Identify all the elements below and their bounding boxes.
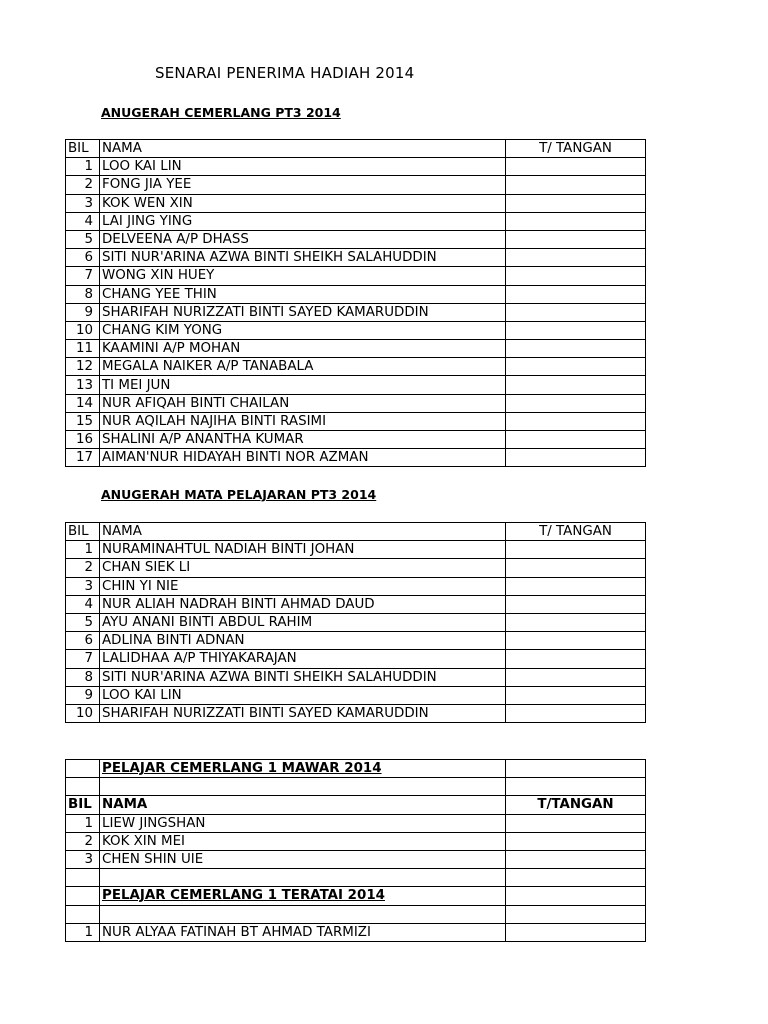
row-number: 5 (66, 613, 100, 631)
row-number: 16 (66, 431, 100, 449)
table-row (66, 376, 646, 394)
row-number: 1 (66, 541, 100, 559)
column-header-tandatangan: T/ TANGAN (506, 523, 646, 541)
student-name: NUR AFIQAH BINTI CHAILAN (100, 394, 506, 412)
row-number: 5 (66, 230, 100, 248)
row-number: 12 (66, 358, 100, 376)
student-name: CHIN YI NIE (100, 577, 506, 595)
signature-cell (506, 412, 646, 430)
table-row (66, 212, 646, 230)
student-name: AYU ANANI BINTI ABDUL RAHIM (100, 613, 506, 631)
table-row (66, 303, 646, 321)
student-name: LALIDHAA A/P THIYAKARAJAN (100, 650, 506, 668)
table-row (66, 358, 646, 376)
signature-cell (506, 267, 646, 285)
student-name: NURAMINAHTUL NADIAH BINTI JOHAN (100, 541, 506, 559)
signature-cell (506, 376, 646, 394)
student-name: SHARIFAH NURIZZATI BINTI SAYED KAMARUDDIN (100, 303, 506, 321)
student-name: KAAMINI A/P MOHAN (100, 340, 506, 358)
signature-cell (506, 249, 646, 267)
signature-cell (506, 431, 646, 449)
row-number: 15 (66, 412, 100, 430)
table-row (66, 412, 646, 430)
table-row (66, 850, 646, 868)
column-header-tandatangan: T/ TANGAN (506, 140, 646, 158)
row-number: 10 (66, 704, 100, 722)
row-number: 3 (66, 850, 100, 868)
student-name: MEGALA NAIKER A/P TANABALA (100, 358, 506, 376)
table-row (66, 559, 646, 577)
table-row (66, 632, 646, 650)
signature-cell (506, 358, 646, 376)
signature-cell (506, 541, 646, 559)
table-row (66, 340, 646, 358)
row-number: 3 (66, 194, 100, 212)
row-number: 7 (66, 267, 100, 285)
student-name: DELVEENA A/P DHASS (100, 230, 506, 248)
page-title: SENARAI PENERIMA HADIAH 2014 (155, 64, 415, 82)
signature-cell (506, 832, 646, 850)
table-row (66, 814, 646, 832)
row-number: 11 (66, 340, 100, 358)
table-row (66, 267, 646, 285)
row-number: 6 (66, 249, 100, 267)
section-heading-mawar: PELAJAR CEMERLANG 1 MAWAR 2014 (100, 760, 506, 778)
row-number: 1 (66, 923, 100, 941)
student-name: NUR ALYAA FATINAH BT AHMAD TARMIZI (100, 923, 506, 941)
empty-cell (506, 887, 646, 905)
table-row (66, 832, 646, 850)
row-number: 17 (66, 449, 100, 467)
signature-cell (506, 559, 646, 577)
empty-cell (66, 760, 100, 778)
signature-cell (506, 394, 646, 412)
row-number: 8 (66, 285, 100, 303)
student-name: KOK WEN XIN (100, 194, 506, 212)
student-name: ADLINA BINTI ADNAN (100, 632, 506, 650)
empty-cell (66, 887, 100, 905)
column-header-nama: NAMA (100, 523, 506, 541)
signature-cell (506, 686, 646, 704)
row-number: 1 (66, 158, 100, 176)
student-name: KOK XIN MEI (100, 832, 506, 850)
student-name: WONG XIN HUEY (100, 267, 506, 285)
student-name: CHAN SIEK LI (100, 559, 506, 577)
signature-cell (506, 613, 646, 631)
table-row (66, 923, 646, 941)
table-row (66, 285, 646, 303)
signature-cell (506, 212, 646, 230)
table-header-row (66, 796, 646, 814)
row-number: 7 (66, 650, 100, 668)
signature-cell (506, 176, 646, 194)
student-name: LIEW JINGSHAN (100, 814, 506, 832)
column-header-tandatangan: T/TANGAN (506, 796, 646, 814)
signature-cell (506, 595, 646, 613)
student-name: SITI NUR'ARINA AZWA BINTI SHEIKH SALAHUDDIN (100, 668, 506, 686)
signature-cell (506, 650, 646, 668)
student-name: SHALINI A/P ANANTHA KUMAR (100, 431, 506, 449)
signature-cell (506, 449, 646, 467)
column-header-nama: NAMA (100, 796, 506, 814)
section-heading-mata-pelajaran-pt3: ANUGERAH MATA PELAJARAN PT3 2014 (101, 487, 377, 502)
column-header-bil: BIL (66, 523, 100, 541)
table-row (66, 704, 646, 722)
student-name: TI MEI JUN (100, 376, 506, 394)
blank-row (66, 778, 646, 796)
row-number: 8 (66, 668, 100, 686)
student-name: CHANG KIM YONG (100, 321, 506, 339)
student-name: AIMAN'NUR HIDAYAH BINTI NOR AZMAN (100, 449, 506, 467)
table-cemerlang-pt3 (65, 139, 646, 467)
empty-cell (506, 760, 646, 778)
table-mata-pelajaran-pt3 (65, 522, 646, 723)
signature-cell (506, 303, 646, 321)
row-number: 4 (66, 595, 100, 613)
table-row (66, 394, 646, 412)
student-name: CHEN SHIN UIE (100, 850, 506, 868)
row-number: 2 (66, 176, 100, 194)
student-name: SITI NUR'ARINA AZWA BINTI SHEIKH SALAHUDDIN (100, 249, 506, 267)
row-number: 3 (66, 577, 100, 595)
row-number: 14 (66, 394, 100, 412)
table-header-row (66, 523, 646, 541)
blank-row (66, 869, 646, 887)
table-row (66, 668, 646, 686)
table-row (66, 176, 646, 194)
student-name: LOO KAI LIN (100, 686, 506, 704)
row-number: 2 (66, 559, 100, 577)
row-number: 9 (66, 303, 100, 321)
signature-cell (506, 632, 646, 650)
table-row (66, 686, 646, 704)
signature-cell (506, 850, 646, 868)
section-row-teratai (66, 887, 646, 905)
table-row (66, 158, 646, 176)
student-name: LOO KAI LIN (100, 158, 506, 176)
signature-cell (506, 285, 646, 303)
row-number: 4 (66, 212, 100, 230)
section-row-mawar (66, 760, 646, 778)
signature-cell (506, 321, 646, 339)
row-number: 9 (66, 686, 100, 704)
student-name: FONG JIA YEE (100, 176, 506, 194)
column-header-bil: BIL (66, 140, 100, 158)
table-row (66, 249, 646, 267)
table-pelajar-cemerlang (65, 759, 646, 942)
table-row (66, 595, 646, 613)
signature-cell (506, 340, 646, 358)
table-row (66, 577, 646, 595)
table-row (66, 321, 646, 339)
signature-cell (506, 704, 646, 722)
table-row (66, 541, 646, 559)
row-number: 2 (66, 832, 100, 850)
section-heading-teratai: PELAJAR CEMERLANG 1 TERATAI 2014 (100, 887, 506, 905)
student-name: NUR AQILAH NAJIHA BINTI RASIMI (100, 412, 506, 430)
column-header-bil: BIL (66, 796, 100, 814)
student-name: NUR ALIAH NADRAH BINTI AHMAD DAUD (100, 595, 506, 613)
signature-cell (506, 668, 646, 686)
blank-row (66, 905, 646, 923)
signature-cell (506, 577, 646, 595)
row-number: 10 (66, 321, 100, 339)
signature-cell (506, 158, 646, 176)
table-row (66, 650, 646, 668)
signature-cell (506, 923, 646, 941)
column-header-nama: NAMA (100, 140, 506, 158)
signature-cell (506, 230, 646, 248)
table-header-row (66, 140, 646, 158)
table-row (66, 431, 646, 449)
table-row (66, 613, 646, 631)
section-heading-cemerlang-pt3: ANUGERAH CEMERLANG PT3 2014 (101, 105, 341, 120)
row-number: 6 (66, 632, 100, 650)
signature-cell (506, 194, 646, 212)
table-row (66, 194, 646, 212)
row-number: 13 (66, 376, 100, 394)
table-row (66, 449, 646, 467)
student-name: CHANG YEE THIN (100, 285, 506, 303)
student-name: SHARIFAH NURIZZATI BINTI SAYED KAMARUDDIN (100, 704, 506, 722)
signature-cell (506, 814, 646, 832)
row-number: 1 (66, 814, 100, 832)
student-name: LAI JING YING (100, 212, 506, 230)
table-row (66, 230, 646, 248)
